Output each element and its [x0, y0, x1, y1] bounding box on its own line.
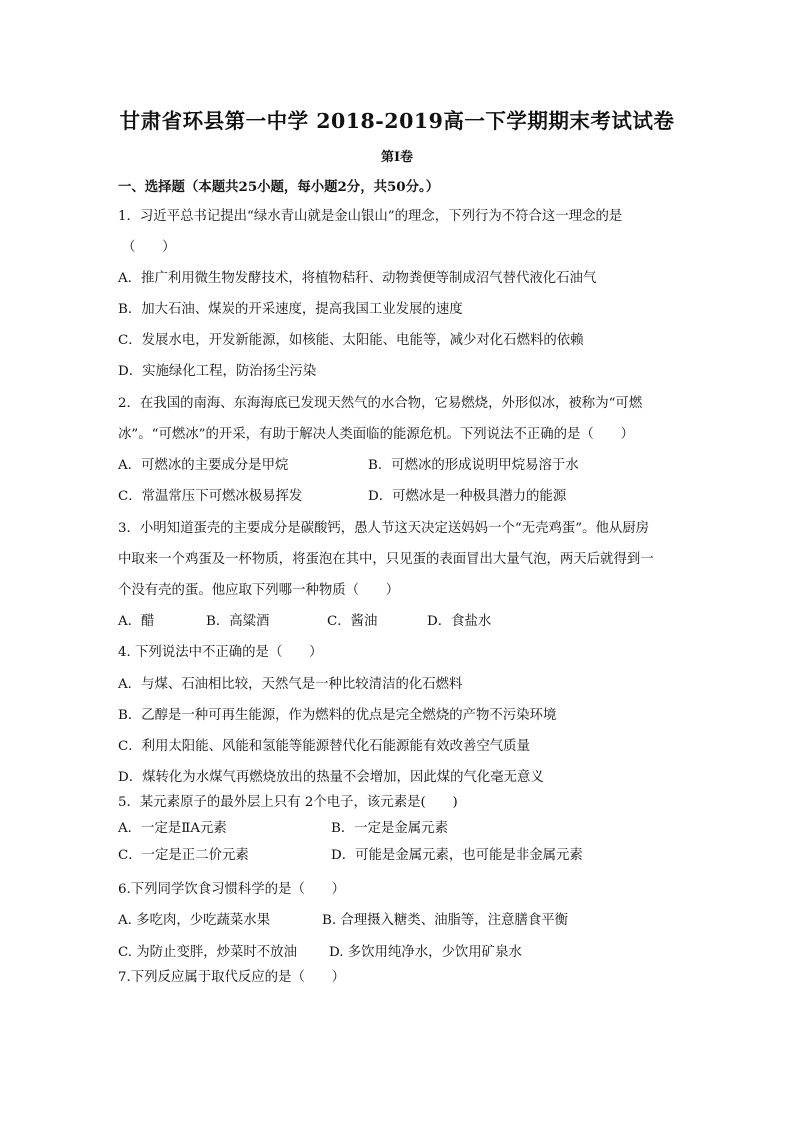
q4-option-d: D．煤转化为水煤气再燃烧放出的热量不会增加，因此煤的气化毫无意义 [118, 770, 544, 785]
q1-option-c: C．发展水电，开发新能源，如核能、太阳能、电能等，减少对化石燃料的依赖 [118, 333, 584, 348]
q1-stem-line-2: （ ） [122, 240, 176, 255]
q1-option-d: D．实施绿化工程，防治扬尘污染 [118, 364, 317, 379]
q6-option-c: C. 为防止变胖，炒菜时不放油 [118, 945, 297, 960]
q1-stem-line-1: 1．习近平总书记提出“绿水青山就是金山银山”的理念，下列行为不符合这一理念的是 [118, 209, 623, 224]
q6-option-b: B. 合理摄入糖类、油脂等，注意膳食平衡 [322, 913, 568, 928]
q3-stem-line-2: 中取来一个鸡蛋及一杯物质，将蛋泡在其中，只见蛋的表面冒出大量气泡，两天后就得到一 [118, 552, 654, 567]
q6-option-a: A. 多吃肉，少吃蔬菜水果 [118, 913, 271, 928]
q4-stem: 4. 下列说法中不正确的是（ ） [118, 645, 323, 660]
q1-option-a: A．推广利用微生物发酵技术，将植物秸秆、动物粪便等制成沼气替代液化石油气 [118, 271, 597, 286]
q4-option-b: B．乙醇是一种可再生能源，作为燃料的优点是完全燃烧的产物不污染环境 [118, 708, 557, 723]
q2-option-d: D．可燃冰是一种极具潜力的能源 [368, 489, 567, 504]
q5-option-c: C．一定是正二价元素 [118, 848, 249, 863]
q4-option-a: A．与煤、石油相比较，天然气是一种比较清洁的化石燃料 [118, 677, 463, 692]
q5-option-b: B．一定是金属元素 [331, 821, 448, 836]
q3-option-c: C．酱油 [327, 614, 378, 629]
q5-stem: 5．某元素原子的最外层上只有 2个电子，该元素是( ) [118, 795, 458, 810]
q2-option-b: B．可燃冰的形成说明甲烷易溶于水 [368, 458, 579, 473]
q3-stem-line-1: 3．小明知道蛋壳的主要成分是碳酸钙，愚人节这天决定送妈妈一个“无壳鸡蛋”。他从厨房 [118, 521, 650, 536]
q2-option-c: C．常温常压下可燃冰极易挥发 [118, 489, 303, 504]
q3-option-a: A．醋 [118, 614, 155, 629]
q5-option-a: A．一定是ⅡA元素 [118, 821, 227, 836]
q2-stem-line-1: 2．在我国的南海、东海海底已发现天然气的水合物，它易燃烧，外形似冰，被称为“可燃 [118, 396, 643, 411]
q7-stem: 7.下列反应属于取代反应的是（ ） [118, 970, 346, 985]
q6-stem: 6.下列同学饮食习惯科学的是（ ） [118, 882, 346, 897]
exam-title: 甘肃省环县第一中学 2018-2019高一下学期期末考试试卷 [119, 109, 675, 133]
q2-stem-line-2: 冰”。“可燃冰”的开采，有助于解决人类面临的能源危机。下列说法不正确的是（ ） [118, 427, 634, 442]
section-heading: 一、选择题（本题共25小题，每小题2分，共50分。） [118, 179, 440, 195]
q5-option-d: D．可能是金属元素，也可能是非金属元素 [331, 848, 583, 863]
q6-option-d: D. 多饮用纯净水，少饮用矿泉水 [329, 945, 522, 960]
q3-stem-line-3: 个没有壳的蛋。他应取下列哪一种物质（ ） [118, 583, 400, 598]
q4-option-c: C．利用太阳能、风能和氢能等能源替代化石能源能有效改善空气质量 [118, 739, 530, 754]
q3-option-d: D．食盐水 [427, 614, 492, 629]
q3-option-b: B．高粱酒 [206, 614, 270, 629]
part-label: 第Ⅰ卷 [380, 150, 414, 165]
q1-option-b: B．加大石油、煤炭的开采速度，提高我国工业发展的速度 [118, 302, 463, 317]
q2-option-a: A．可燃冰的主要成分是甲烷 [118, 458, 289, 473]
